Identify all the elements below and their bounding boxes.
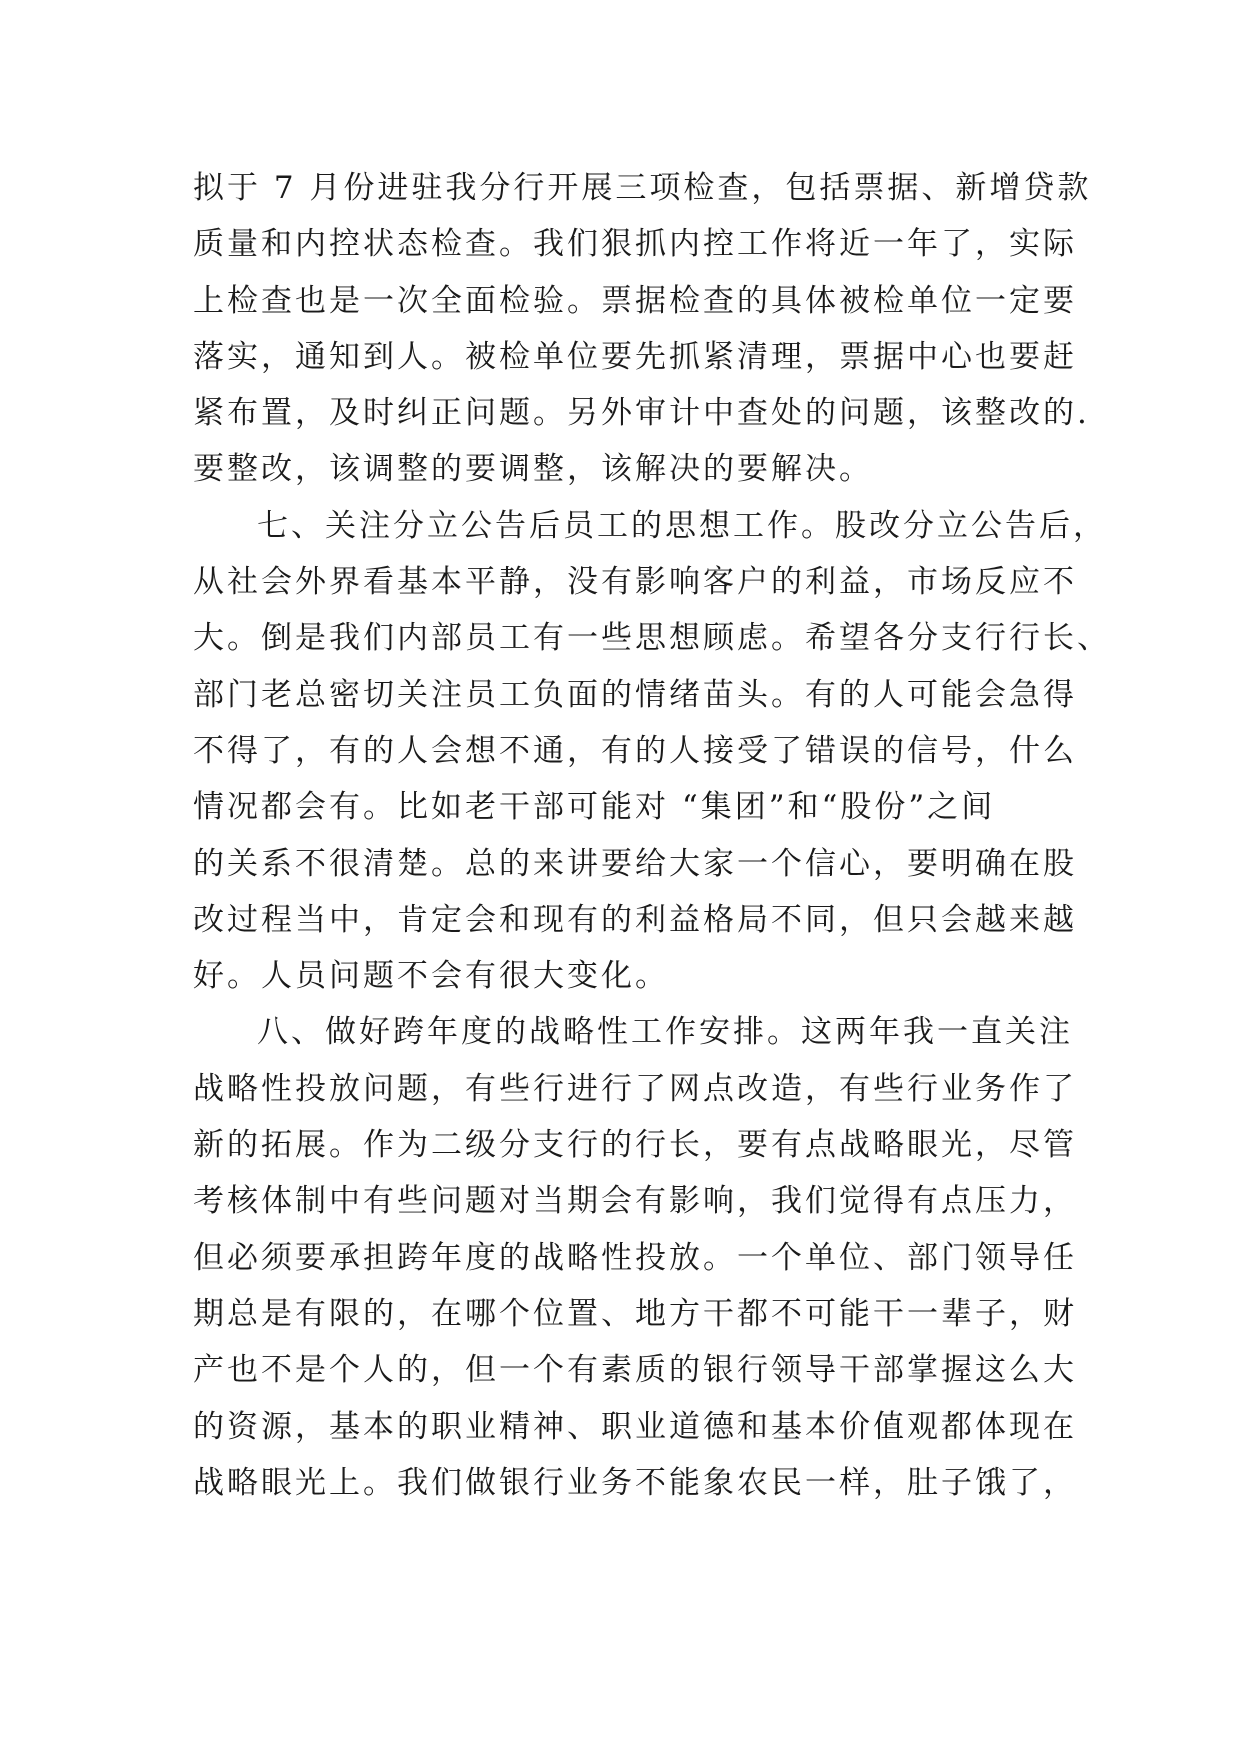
text-line: 改过程当中，肯定会和现有的利益格局不同，但只会越来越 bbox=[193, 901, 1077, 938]
text-line: 质量和内控状态检查。我们狠抓内控工作将近一年了，实际 bbox=[193, 226, 1077, 263]
text-line: 的关系不很清楚。总的来讲要给大家一个信心，要明确在股 bbox=[193, 845, 1077, 882]
text-line: 好。人员问题不会有很大变化。 bbox=[193, 958, 669, 995]
section-heading-line: 七、关注分立公告后员工的思想工作。股改分立公告后， bbox=[257, 507, 1107, 544]
text-line: 但必须要承担跨年度的战略性投放。一个单位、部门领导任 bbox=[193, 1239, 1077, 1276]
section-heading-line: 八、做好跨年度的战略性工作安排。这两年我一直关注 bbox=[257, 1014, 1073, 1051]
text-line: 新的拓展。作为二级分支行的行长，要有点战略眼光，尽管 bbox=[193, 1127, 1077, 1164]
text-line: 大。倒是我们内部员工有一些思想顾虑。希望各分支行行长、 bbox=[193, 620, 1111, 657]
text-line: 不得了，有的人会想不通，有的人接受了错误的信号，什么 bbox=[193, 732, 1077, 769]
text-line: 拟于 7 月份进驻我分行开展三项检查，包括票据、新增贷款 bbox=[193, 170, 1092, 206]
text-line: 从社会外界看基本平静，没有影响客户的利益，市场反应不 bbox=[193, 564, 1077, 601]
text-line: 的资源，基本的职业精神、职业道德和基本价值观都体现在 bbox=[193, 1408, 1077, 1445]
text-line: 紧布置，及时纠正问题。另外审计中查处的问题，该整改的. bbox=[193, 395, 1090, 432]
text-line: 期总是有限的，在哪个位置、地方干都不可能干一辈子，财 bbox=[193, 1295, 1077, 1332]
text-line: 战略眼光上。我们做银行业务不能象农民一样，肚子饿了， bbox=[193, 1464, 1077, 1501]
text-line: 战略性投放问题，有些行进行了网点改造，有些行业务作了 bbox=[193, 1070, 1077, 1107]
text-line: 考核体制中有些问题对当期会有影响，我们觉得有点压力， bbox=[193, 1183, 1077, 1220]
text-line: 落实，通知到人。被检单位要先抓紧清理，票据中心也要赶 bbox=[193, 338, 1077, 375]
text-line: 产也不是个人的，但一个有素质的银行领导干部掌握这么大 bbox=[193, 1352, 1077, 1389]
text-line: 上检查也是一次全面检验。票据检查的具体被检单位一定要 bbox=[193, 282, 1077, 319]
body-text bbox=[193, 160, 1111, 1511]
text-line: 部门老总密切关注员工负面的情绪苗头。有的人可能会急得 bbox=[193, 676, 1077, 713]
text-line: 情况都会有。比如老干部可能对 “集团”和“股份”之间 bbox=[193, 789, 996, 826]
text-line: 要整改，该调整的要调整，该解决的要解决。 bbox=[193, 451, 873, 488]
